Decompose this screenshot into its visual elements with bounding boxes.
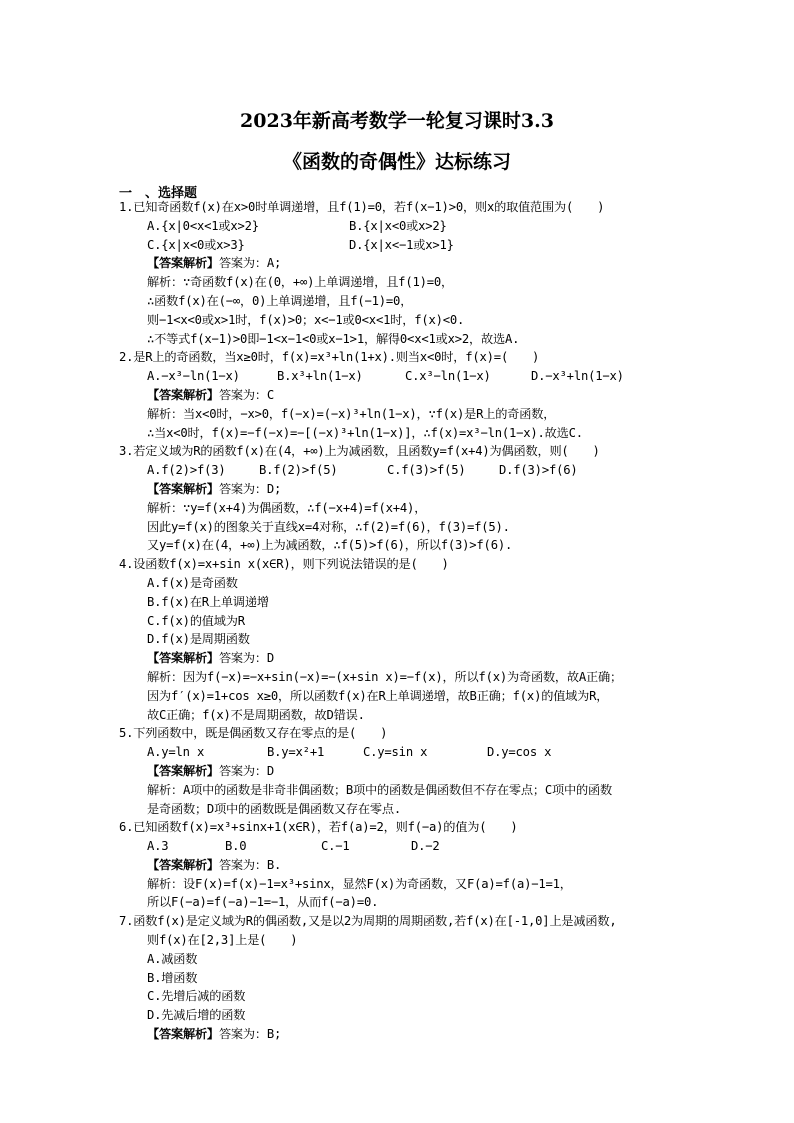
question-6-answer (119, 856, 709, 875)
answer-text: 答案为：C (218, 387, 275, 402)
answer-label: 【答案解析】 (147, 763, 219, 778)
answer-text: 答案为：D (218, 651, 275, 666)
question-5-options (119, 743, 709, 762)
option-c: C.f(x)的值域为R (147, 613, 245, 628)
option-d: D.先减后增的函数 (147, 1008, 246, 1023)
document-title: 2023年新高考数学一轮复习课时3.3 (240, 110, 554, 132)
option-b: B.{x|x<0或x>2} (349, 218, 447, 233)
explanation-line: 故C正确；f(x)不是周期函数，故D错误. (147, 707, 365, 722)
explanation-line: 是奇函数；D项中的函数既是偶函数又存在零点. (147, 801, 402, 816)
option-d: D.{x|x<−1或x>1} (349, 237, 454, 252)
question-4-answer (119, 649, 709, 668)
option-b: B.f(x)在R上单调递增 (147, 594, 269, 609)
question-7-stem: 7.函数f(x)是定义域为R的偶函数,又是以2为周期的周期函数,若f(x)在[-1,0]上是减函数, (119, 914, 617, 929)
answer-text: 答案为：B; (218, 1027, 282, 1042)
explanation-line: 因此y=f(x)的图象关于直线x=4对称，∴f(2)=f(6)，f(3)=f(5). (147, 519, 510, 534)
option-d: D.f(3)>f(6) (499, 463, 578, 478)
option-a: A.减函数 (147, 951, 198, 966)
explanation-line: 因为f′(x)=1+cos x≥0，所以函数f(x)在R上单调递增，故B正确；f(x)的值域为R， (147, 688, 609, 703)
explanation-line: ∴当x<0时，f(x)=−f(−x)=−[(−x)³+ln(1−x)]，∴f(x)=x³−ln(1−x).故选C. (147, 425, 583, 440)
question-6-options (119, 837, 709, 856)
explanation-line: ∴不等式f(x−1)>0即−1<x−1<0或x−1>1，解得0<x<1或x>2，故选A. (147, 331, 520, 346)
explanation-line: 解析：∵奇函数f(x)在(0，+∞)上单调递增，且f(1)=0， (147, 275, 453, 290)
question-7-answer (119, 1025, 709, 1044)
question-3-stem: 3.若定义域为R的函数f(x)在(4，+∞)上为减函数，且函数y=f(x+4)为偶函数，则( ) (119, 444, 600, 459)
explanation-line: 解析：当x<0时，−x>0，f(−x)=(−x)³+ln(1−x)，∵f(x)是R上的奇函数， (147, 406, 556, 421)
option-c: C.f(3)>f(5) (387, 463, 466, 478)
option-c: C.x³−ln(1−x) (405, 369, 491, 384)
answer-label: 【答案解析】 (147, 387, 219, 402)
option-a: A.−x³−ln(1−x) (147, 369, 240, 384)
option-a: A.{x|0<x<1或x>2} (147, 218, 259, 233)
answer-text: 答案为：D (218, 763, 275, 778)
answer-label: 【答案解析】 (147, 651, 219, 666)
explanation-line: 解析：因为f(−x)=−x+sin(−x)=−(x+sin x)=−f(x)，所以f(x)为奇函数，故A正确； (147, 669, 623, 684)
option-a: A.y=ln x (147, 745, 205, 760)
explanation-line: 解析：A项中的函数是非奇非偶函数；B项中的函数是偶函数但不存在零点；C项中的函数 (147, 782, 612, 797)
option-d: D.−x³+ln(1−x) (531, 369, 624, 384)
answer-text: 答案为：B. (218, 857, 282, 872)
question-5-answer (119, 762, 709, 781)
question-3-options (119, 461, 709, 480)
option-a: A.f(2)>f(3) (147, 463, 226, 478)
option-d: D.f(x)是周期函数 (147, 632, 250, 647)
option-b: B.0 (225, 839, 247, 854)
option-c: C.−1 (321, 839, 350, 854)
answer-text: 答案为：A; (218, 256, 282, 271)
document-subtitle: 《函数的奇偶性》达标练习 (282, 151, 511, 173)
option-c: C.先增后减的函数 (147, 989, 246, 1004)
question-1-options-ab (119, 217, 709, 236)
option-b: B.x³+ln(1−x) (277, 369, 363, 384)
option-b: B.增函数 (147, 970, 198, 985)
question-3-answer (119, 480, 709, 499)
question-2-stem: 2.是R上的奇函数，当x≥0时，f(x)=x³+ln(1+x).则当x<0时，f(x)=( ) (119, 350, 540, 365)
answer-text: 答案为：D; (218, 481, 282, 496)
question-list (119, 198, 709, 1044)
answer-label: 【答案解析】 (147, 256, 219, 271)
option-d: D.y=cos x (487, 745, 552, 760)
question-5-stem: 5.下列函数中，既是偶函数又存在零点的是( ) (119, 726, 388, 741)
option-b: B.f(2)>f(5) (259, 463, 338, 478)
question-1-stem: 1.已知奇函数f(x)在x>0时单调递增，且f(1)=0，若f(x−1)>0，则x的取值范围为( ) (119, 200, 605, 214)
question-2-answer (119, 386, 709, 405)
option-a: A.f(x)是奇函数 (147, 575, 238, 590)
section-heading: 一 、选择题 (119, 186, 198, 201)
option-b: B.y=x²+1 (267, 745, 325, 760)
option-d: D.−2 (411, 839, 440, 854)
explanation-line: 又y=f(x)在(4，+∞)上为减函数，∴f(5)>f(6)，所以f(3)>f(6). (147, 538, 513, 553)
question-4-stem: 4.设函数f(x)=x+sin x(x∈R)，则下列说法错误的是( ) (119, 557, 449, 572)
option-a: A.3 (147, 839, 169, 854)
answer-label: 【答案解析】 (147, 1027, 219, 1042)
explanation-line: 则−1<x<0或x>1时，f(x)>0；x<−1或0<x<1时，f(x)<0. (147, 312, 465, 327)
question-2-options (119, 367, 709, 386)
explanation-line: 解析：∵y=f(x+4)为偶函数，∴f(−x+4)=f(x+4)， (147, 500, 427, 515)
explanation-line: 解析：设F(x)=f(x)−1=x³+sinx，显然F(x)为奇函数，又F(a)=f(a)−1=1， (147, 876, 572, 891)
option-c: C.y=sin x (363, 745, 428, 760)
explanation-line: 所以F(−a)=f(−a)−1=−1，从而f(−a)=0. (147, 895, 379, 910)
option-c: C.{x|x<0或x>3} (147, 237, 245, 252)
question-1-options-cd (119, 236, 709, 255)
answer-label: 【答案解析】 (147, 857, 219, 872)
question-7-stem-cont: 则f(x)在[2,3]上是( ) (147, 933, 298, 948)
question-6-stem: 6.已知函数f(x)=x³+sinx+1(x∈R)，若f(a)=2，则f(−a)的值为( ) (119, 820, 518, 835)
explanation-line: ∴函数f(x)在(−∞，0)上单调递增，且f(−1)=0， (147, 293, 413, 308)
question-1-answer (119, 254, 709, 273)
answer-label: 【答案解析】 (147, 481, 219, 496)
